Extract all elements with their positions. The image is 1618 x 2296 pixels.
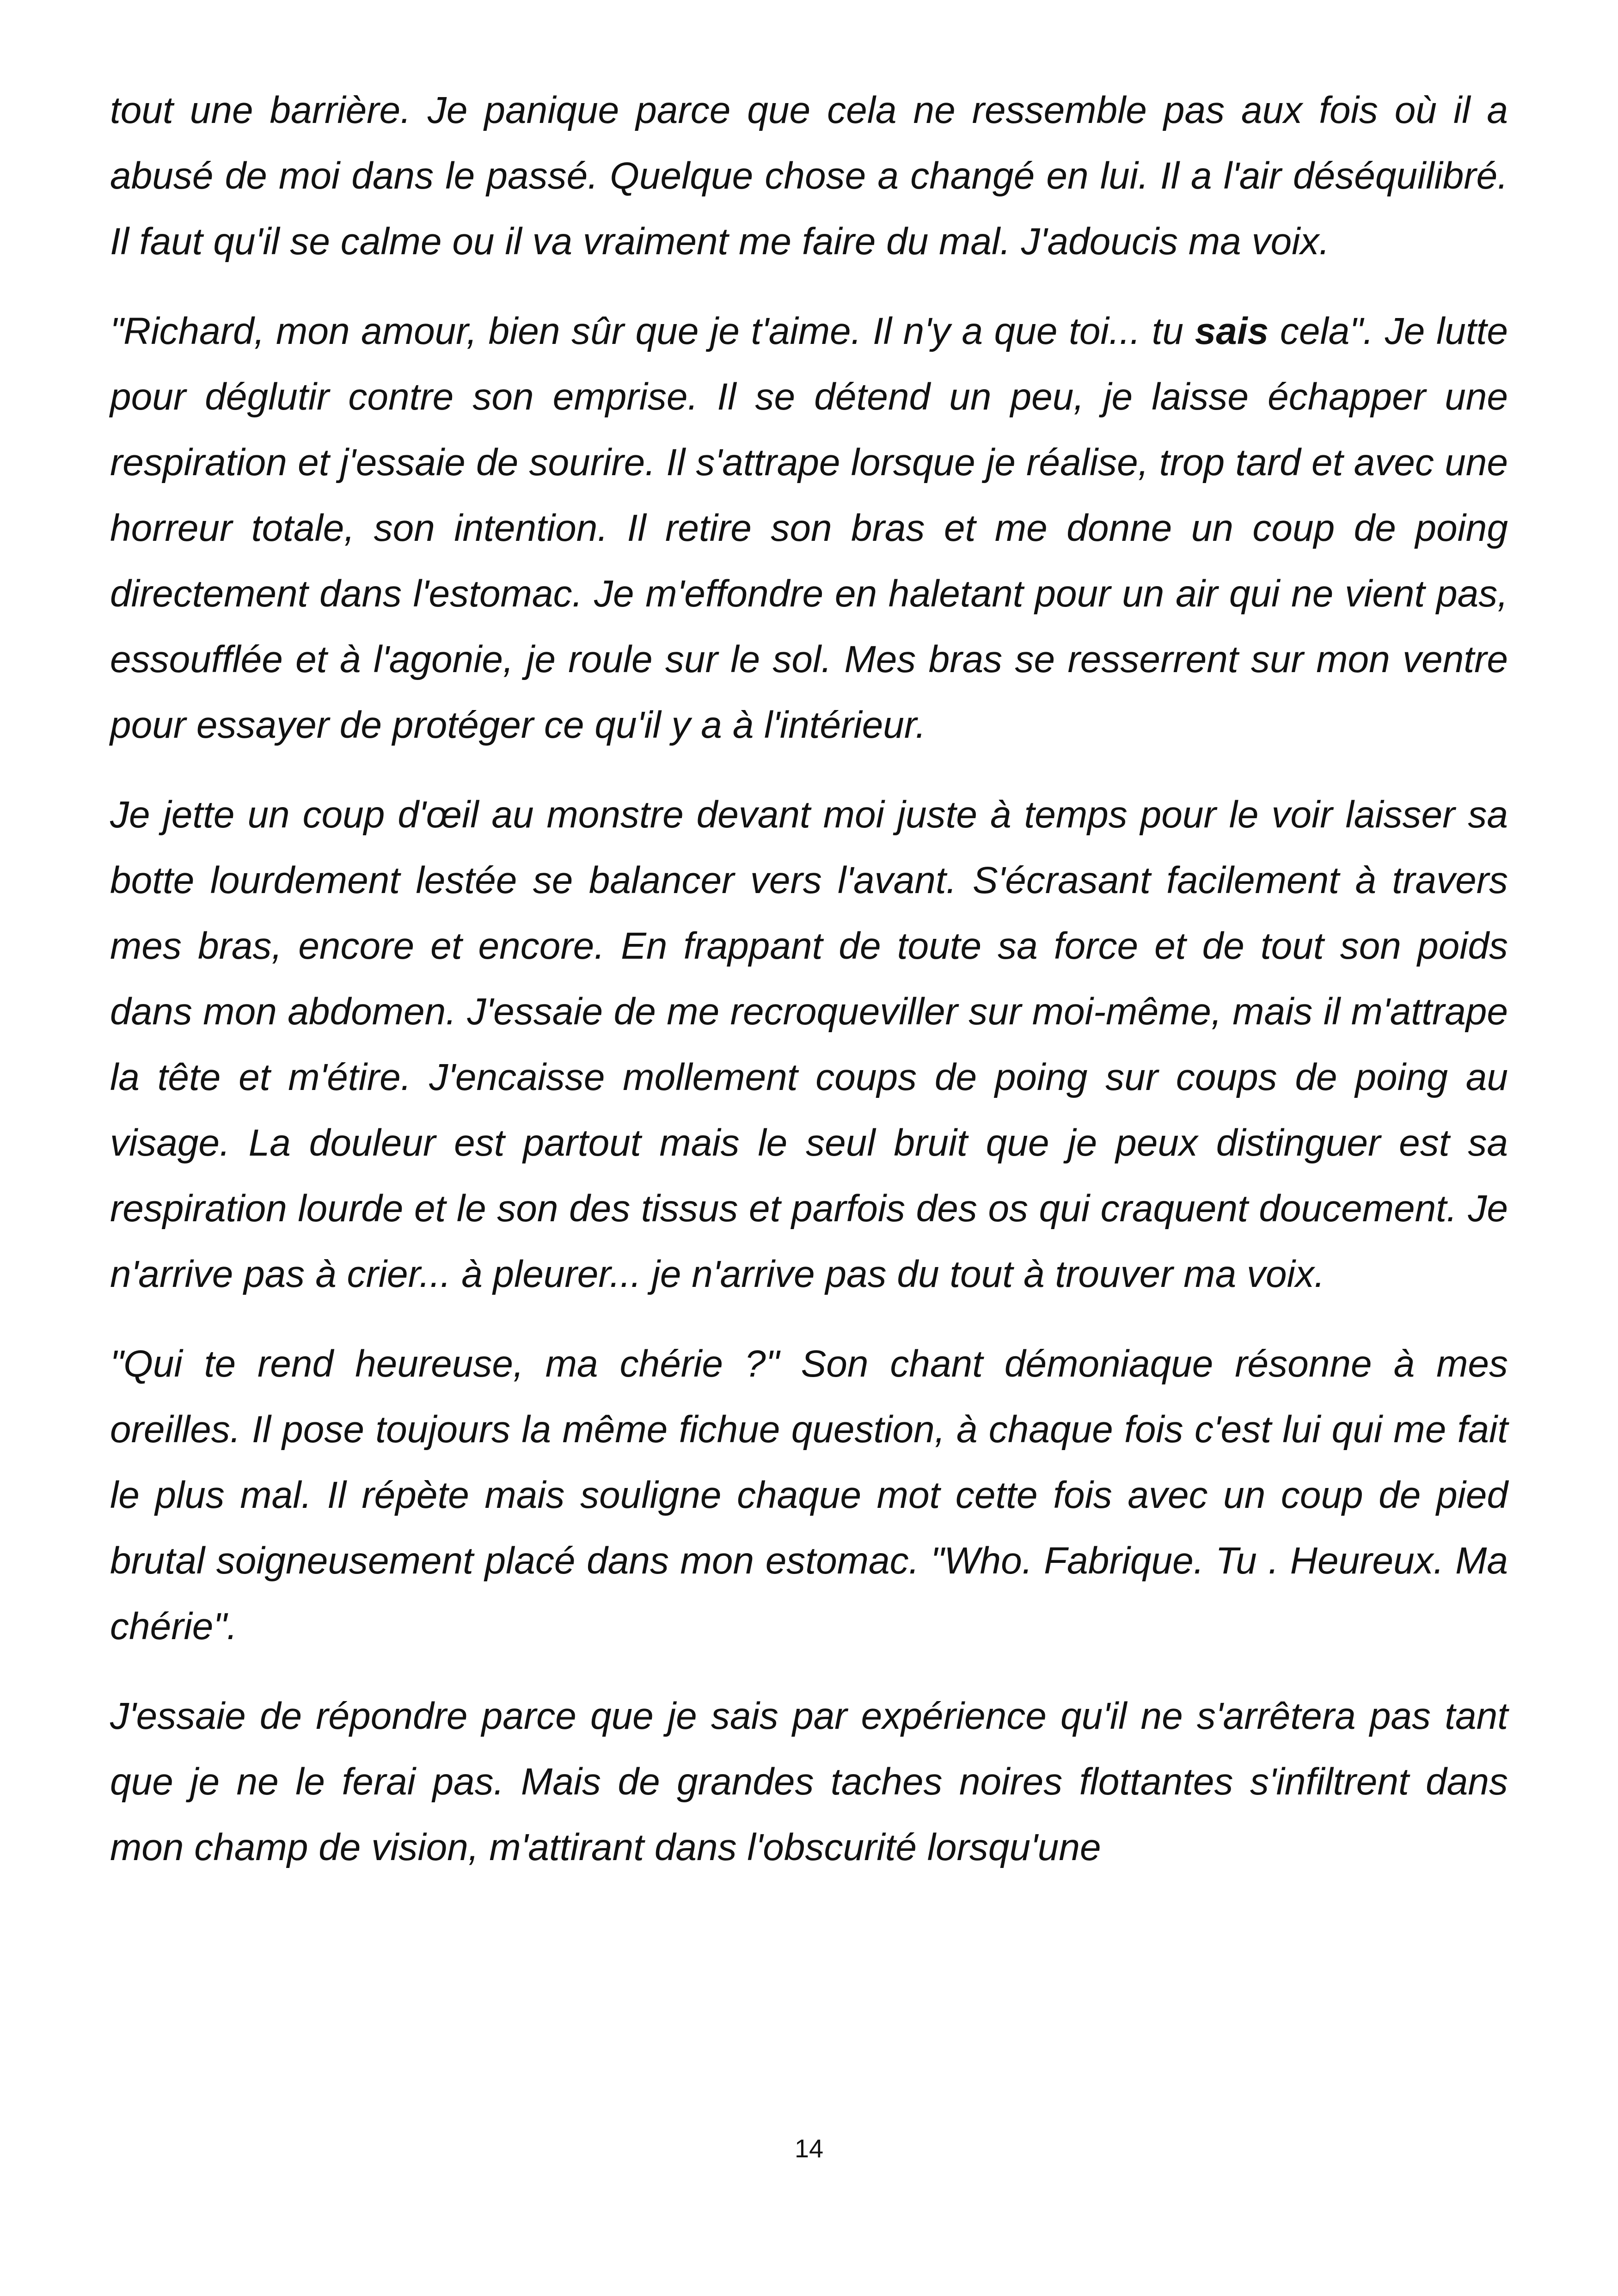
page-number: 14 [794,2134,824,2163]
paragraph-1: tout une barrière. Je panique parce que cela ne ressemble pas aux fois où il a abusé de moi dans le passé. Quelque chose a changé en lui. Il a l'air déséquilibré. Il faut qu'il se calme ou il va vraiment me faire du mal. J'adoucis ma voix. [110,89,1508,263]
paragraph-4: "Qui te rend heureuse, ma chérie ?" Son chant démoniaque résonne à mes oreilles. Il pose toujours la même fichue question, à chaque fois c'est lui qui me fait le plus mal. Il répète mais souligne chaque mot cette fois avec un coup de pied brutal soigneusement placé dans mon estomac. "Who. Fabrique. Tu . Heureux. Ma chérie". [110,1343,1508,1647]
body-text [110,78,1508,1904]
paragraph-5: J'essaie de répondre parce que je sais par expérience qu'il ne s'arrêtera pas tant que je ne le ferai pas. Mais de grandes taches noires flottantes s'infiltrent dans mon champ de vision, m'attirant dans l'obscurité lorsqu'une [110,1695,1508,1868]
paragraph-2-text-start: "Richard, mon amour, bien sûr que je t'aime. Il n'y a que toi... tu [110,310,1195,352]
emphasized-word: sais [1195,310,1269,352]
paragraph-3: Je jette un coup d'œil au monstre devant moi juste à temps pour le voir laisser sa botte lourdement lestée se balancer vers l'avant. S'écrasant facilement à travers mes bras, encore et encore. En frappant de toute sa force et de tout son poids dans mon abdomen. J'essaie de me recroqueviller sur moi-même, mais il m'attrape la tête et m'étire. J'encaisse mollement coups de poing sur coups de poing au visage. La douleur est partout mais le seul bruit que je peux distinguer est sa respiration lourde et le son des tissus et parfois des os qui craquent doucement. Je n'arrive pas à crier... à pleurer... je n'arrive pas du tout à trouver ma voix. [110,794,1508,1295]
paragraph-2-text-end: cela". Je lutte pour déglutir contre son emprise. Il se détend un peu, je laisse échapper une respiration et j'essaie de sourire. Il s'attrape lorsque je réalise, trop tard et avec une horreur totale, son intention. Il retire son bras et me donne un coup de poing directement dans l'estomac. Je m'effondre en haletant pour un air qui ne vient pas, essoufflée et à l'agonie, je roule sur le sol. Mes bras se resserrent sur mon ventre pour essayer de protéger ce qu'il y a à l'intérieur. [110,310,1508,746]
paragraph-2 [110,299,1508,758]
